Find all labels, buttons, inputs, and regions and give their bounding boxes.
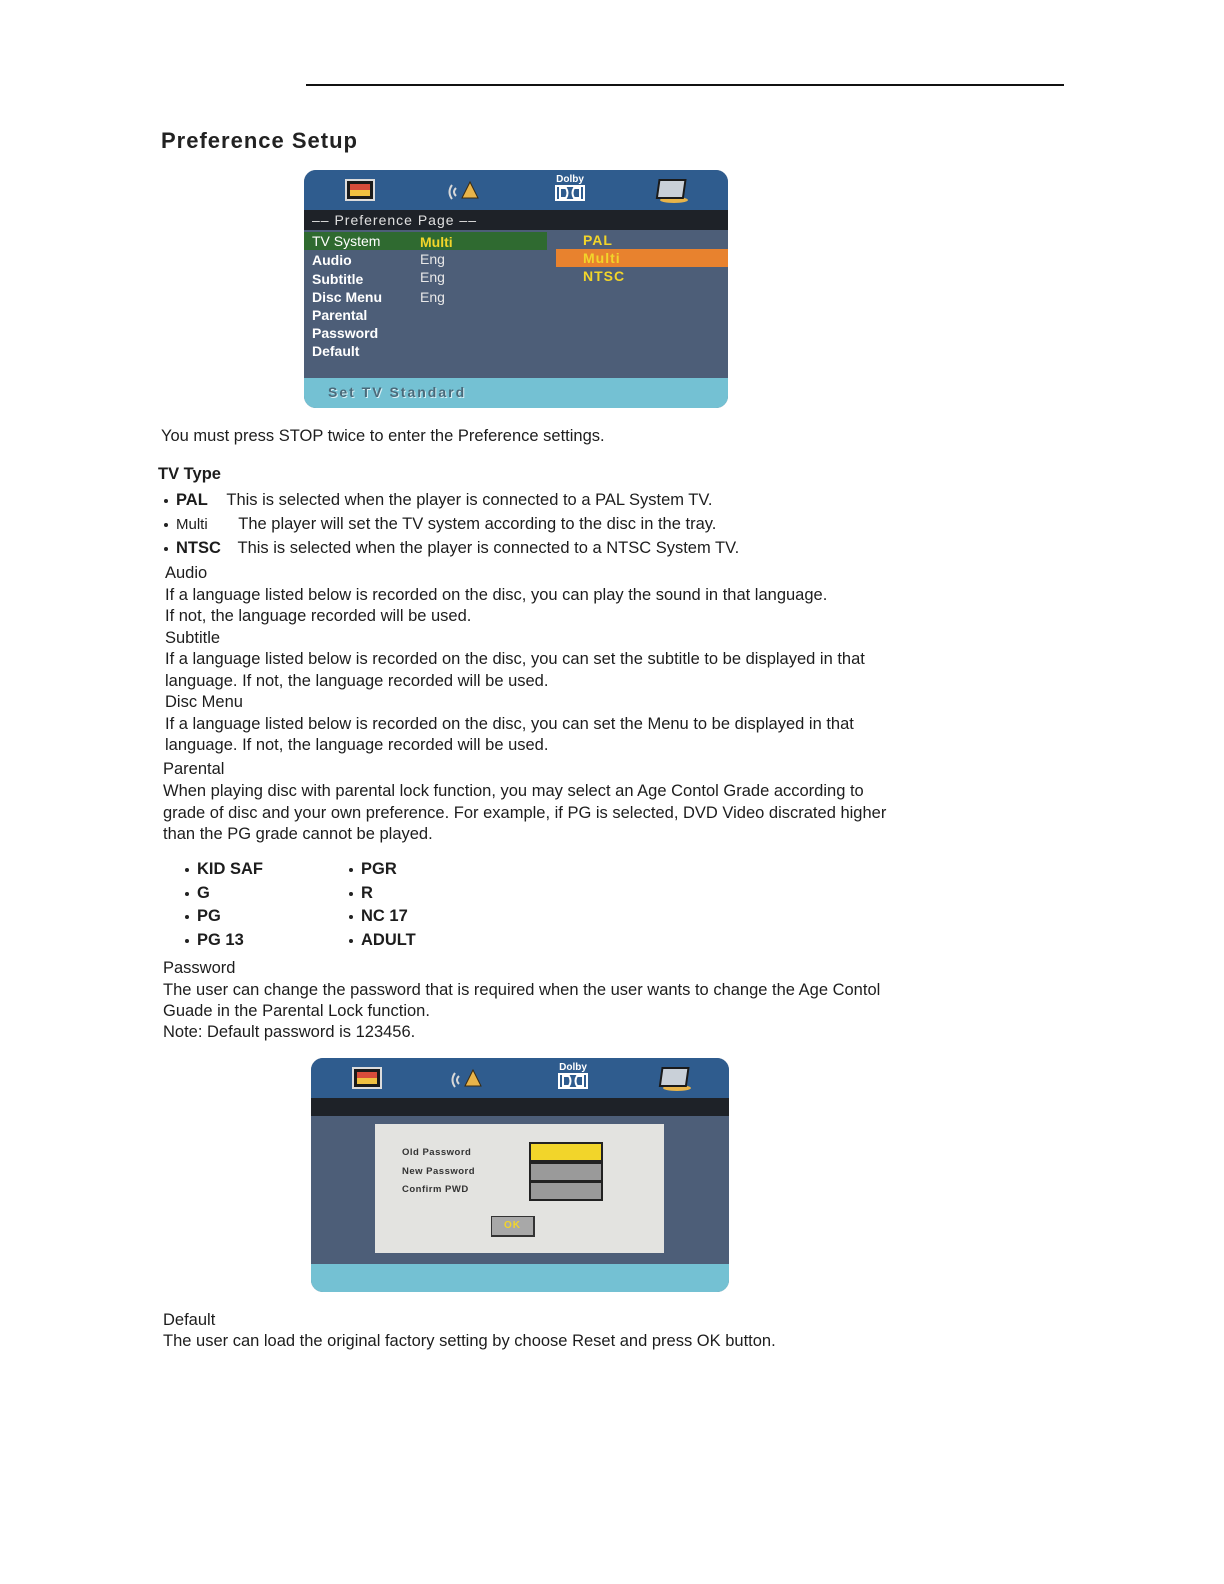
grade-g: G xyxy=(185,884,210,903)
osd-icon-bar xyxy=(311,1058,729,1098)
osd-icon-bar xyxy=(304,170,728,210)
confirm-pwd-field[interactable] xyxy=(529,1181,603,1201)
bullet xyxy=(164,499,168,503)
bullet xyxy=(185,939,189,943)
new-password-label: New Password xyxy=(402,1166,476,1177)
audio-heading: Audio xyxy=(165,564,208,582)
password-osd xyxy=(311,1058,729,1292)
option-multi[interactable]: Multi xyxy=(583,250,621,266)
subtitle-line-1: If a language listed below is recorded on the disc, you can set the subtitle to be displayed in that xyxy=(165,650,865,668)
dolby-digital-icon[interactable] xyxy=(552,174,588,206)
grade-nc17: NC 17 xyxy=(349,907,408,926)
menu-item-password[interactable]: Password xyxy=(312,325,379,341)
menu-value-disc-menu: Eng xyxy=(420,289,445,305)
subtitle-heading: Subtitle xyxy=(165,629,221,647)
double-d-icon xyxy=(558,1073,588,1089)
bullet xyxy=(185,868,189,872)
password-dialog xyxy=(375,1124,664,1253)
bullet xyxy=(164,523,168,527)
parental-heading: Parental xyxy=(163,760,225,778)
bullet xyxy=(185,892,189,896)
tv-type-item-multi xyxy=(164,515,716,534)
bullet xyxy=(349,892,353,896)
osd-status-bar xyxy=(304,378,728,408)
dolby-digital-icon[interactable] xyxy=(555,1062,591,1094)
display-card-icon[interactable] xyxy=(652,176,692,204)
password-heading: Password xyxy=(163,959,236,977)
tv-type-item-pal xyxy=(164,491,712,510)
disc-menu-line-2: language. If not, the language recorded will be used. xyxy=(165,736,549,754)
dolby-label: Dolby xyxy=(556,174,584,185)
old-password-field[interactable] xyxy=(529,1142,603,1162)
preference-page-title: –– Preference Page –– xyxy=(312,212,477,228)
tv-type-heading: TV Type xyxy=(158,465,221,483)
bullet xyxy=(349,939,353,943)
menu-value-tv-system: Multi xyxy=(420,234,453,250)
new-password-field[interactable] xyxy=(529,1162,603,1182)
dolby-label: Dolby xyxy=(559,1062,587,1073)
tv-screen-icon[interactable] xyxy=(347,1064,387,1092)
tv-type-desc: The player will set the TV system according to the disc in the tray. xyxy=(238,515,717,533)
password-title-bar xyxy=(311,1098,729,1116)
disc-menu-heading: Disc Menu xyxy=(165,693,243,711)
speaker-icon[interactable] xyxy=(451,1064,491,1092)
tv-type-term: NTSC xyxy=(176,539,221,557)
parental-line-2: grade of disc and your own preference. For example, if PG is selected, DVD Video discrated higher xyxy=(163,804,887,822)
grade-pg: PG xyxy=(185,907,221,926)
tv-type-term: PAL xyxy=(176,491,208,509)
audio-line-1: If a language listed below is recorded on the disc, you can play the sound in that language. xyxy=(165,586,828,604)
status-text: Set TV Standard xyxy=(328,384,467,400)
default-line-1: The user can load the original factory setting by choose Reset and press OK button. xyxy=(163,1332,776,1350)
double-d-icon xyxy=(555,185,585,201)
option-ntsc[interactable]: NTSC xyxy=(583,268,626,284)
header-rule xyxy=(306,84,1064,86)
subtitle-line-2: language. If not, the language recorded will be used. xyxy=(165,672,549,690)
intro-text: You must press STOP twice to enter the Preference settings. xyxy=(161,427,605,445)
menu-item-audio[interactable]: Audio xyxy=(312,252,352,268)
tv-type-term: Multi xyxy=(176,516,208,533)
password-line-2: Guade in the Parental Lock function. xyxy=(163,1002,430,1020)
tv-screen-icon[interactable] xyxy=(340,176,380,204)
password-line-1: The user can change the password that is required when the user wants to change the Age Contol xyxy=(163,981,881,999)
tv-type-desc: This is selected when the player is connected to a NTSC System TV. xyxy=(237,539,740,557)
menu-item-tv-system[interactable]: TV System xyxy=(312,233,381,249)
ok-button[interactable]: OK xyxy=(491,1216,535,1237)
menu-item-disc-menu[interactable]: Disc Menu xyxy=(312,289,383,305)
tv-type-item-ntsc xyxy=(164,539,739,558)
menu-value-audio: Eng xyxy=(420,251,445,267)
menu-item-default[interactable]: Default xyxy=(312,343,360,359)
bullet xyxy=(164,547,168,551)
display-card-icon[interactable] xyxy=(655,1064,695,1092)
osd-status-bar xyxy=(311,1264,729,1292)
default-heading: Default xyxy=(163,1311,216,1329)
tv-type-desc: This is selected when the player is connected to a PAL System TV. xyxy=(226,491,713,509)
menu-value-subtitle: Eng xyxy=(420,269,445,285)
grade-kid-saf: KID SAF xyxy=(185,860,263,879)
speaker-icon[interactable] xyxy=(448,176,488,204)
option-pal[interactable]: PAL xyxy=(583,232,613,248)
menu-item-subtitle[interactable]: Subtitle xyxy=(312,271,364,287)
old-password-label: Old Password xyxy=(402,1147,472,1158)
confirm-pwd-label: Confirm PWD xyxy=(402,1184,469,1195)
parental-line-3: than the PG grade cannot be played. xyxy=(163,825,433,843)
parental-line-1: When playing disc with parental lock function, you may select an Age Contol Grade according to xyxy=(163,782,864,800)
bullet xyxy=(185,915,189,919)
grade-r: R xyxy=(349,884,373,903)
grade-pgr: PGR xyxy=(349,860,397,879)
password-line-3: Note: Default password is 123456. xyxy=(163,1023,416,1041)
grade-pg13: PG 13 xyxy=(185,931,244,950)
menu-item-parental[interactable]: Parental xyxy=(312,307,368,323)
page-title: Preference Setup xyxy=(161,128,358,153)
audio-line-2: If not, the language recorded will be used. xyxy=(165,607,472,625)
disc-menu-line-1: If a language listed below is recorded on the disc, you can set the Menu to be displayed in that xyxy=(165,715,854,733)
preference-osd xyxy=(304,170,728,408)
bullet xyxy=(349,868,353,872)
option-selected-highlight xyxy=(556,249,728,267)
grade-adult: ADULT xyxy=(349,931,416,950)
bullet xyxy=(349,915,353,919)
preference-page-title-bar xyxy=(304,210,728,230)
